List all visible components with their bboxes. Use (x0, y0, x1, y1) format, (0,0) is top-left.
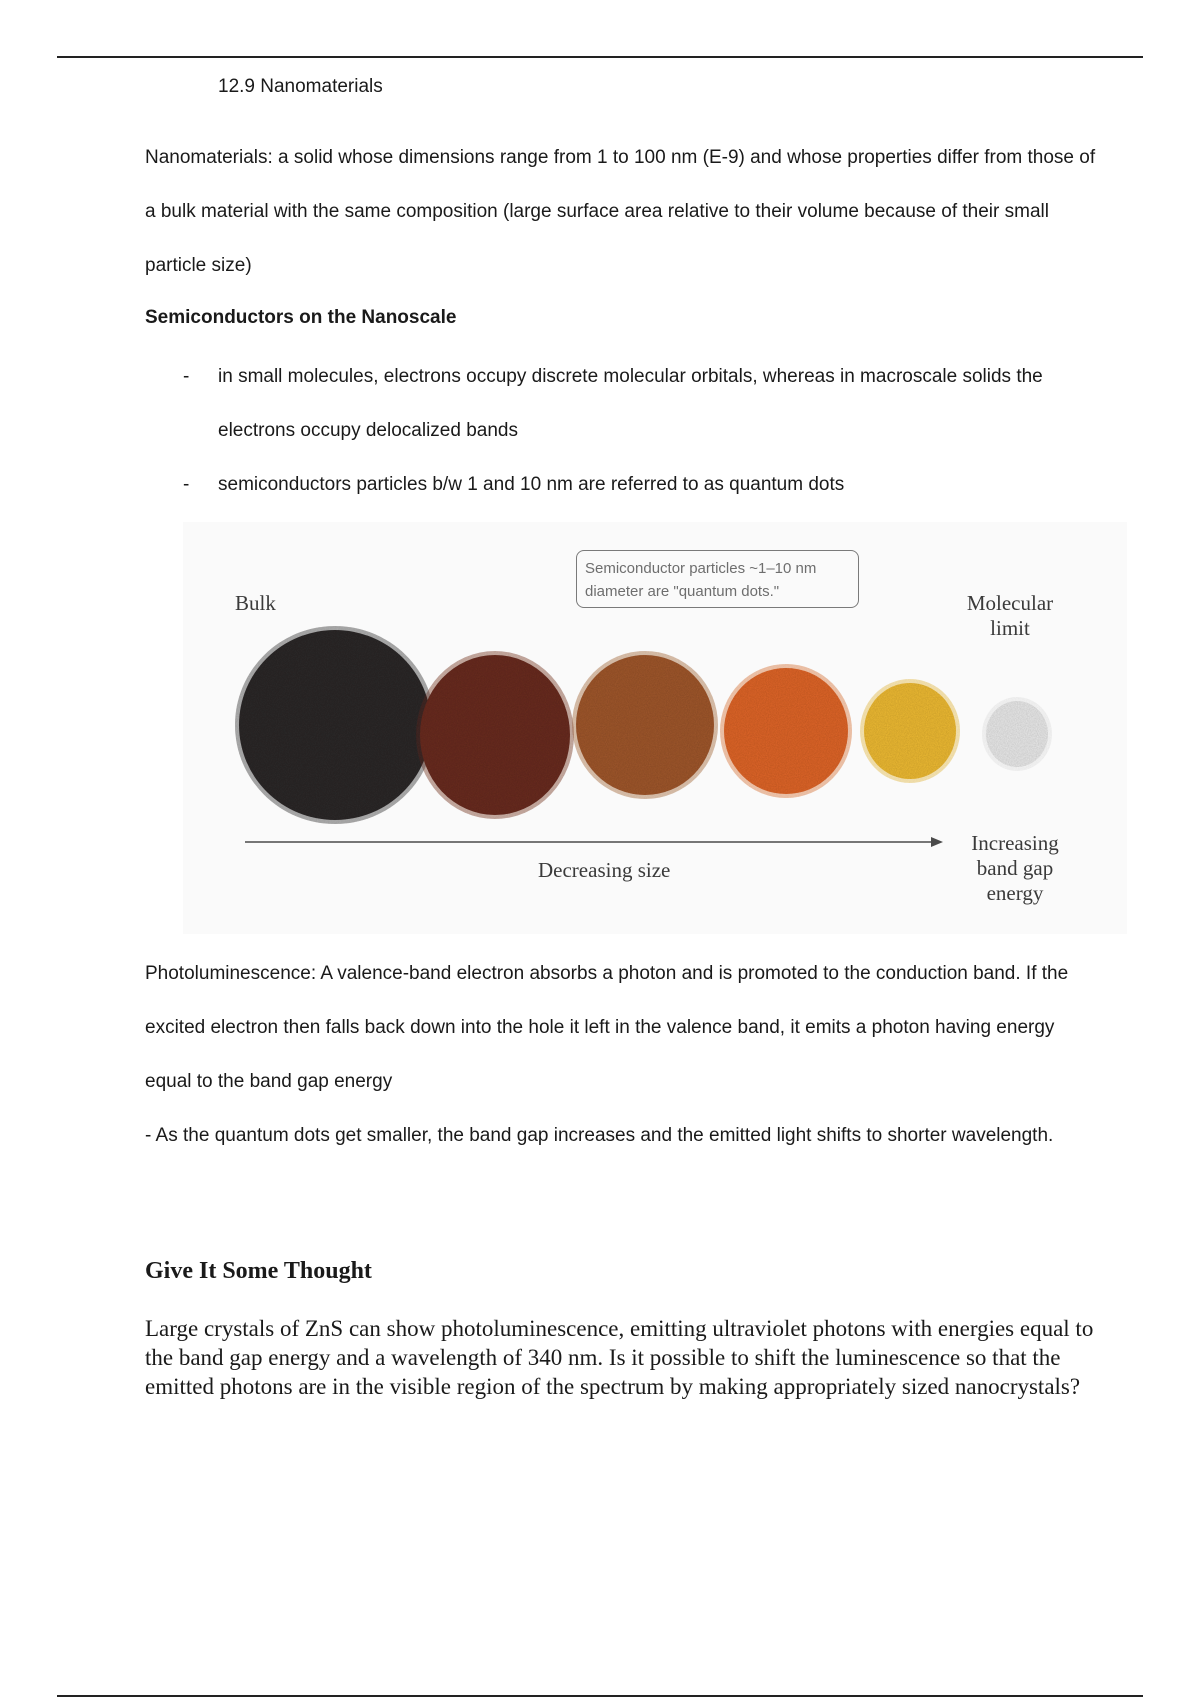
particle-pile (239, 630, 431, 820)
particle-pile (864, 683, 956, 779)
quantum-dot-callout: Semiconductor particles ~1–10 nm diameter are "quantum dots." (576, 550, 859, 608)
thought-body: Large crystals of ZnS can show photoluminescence, emitting ultraviolet photons with energies equal to the band gap energy and a wavelength of 340 nm. Is it possible to shift the luminescence so that the emitted photons are in the visible region of the spectrum by making appropriately sized nanocrystals? (145, 1316, 1094, 1399)
quantum-dot-note: - As the quantum dots get smaller, the band gap increases and the emitted light shifts to shorter wavelength. (145, 1125, 1054, 1146)
bottom-rule (57, 1695, 1143, 1697)
section-title: 12.9 Nanomaterials (218, 76, 383, 97)
thought-heading: Give It Some Thought (145, 1258, 372, 1284)
definition-paragraph (145, 131, 1100, 293)
axis-arrowhead (931, 837, 943, 847)
bullet-marker: - (183, 474, 190, 495)
photoluminescence-paragraph: Photoluminescence: A valence-band electron absorbs a photon and is promoted to the conduction band. If the excited electron then falls back down into the hole it left in the valence band, it emits a photon having energy equal to the band gap energy (145, 963, 1069, 1092)
molecular-limit-label: Molecular limit (966, 591, 1054, 640)
band-gap-label: Increasing band gap energy (971, 831, 1059, 905)
list-item-text: in small molecules, electrons occupy discrete molecular orbitals, whereas in macroscale solids the electrons occupy delocalized bands (218, 366, 1043, 441)
decreasing-size-label: Decreasing size (538, 858, 671, 882)
particle-pile (420, 655, 570, 815)
particle-pile (724, 668, 848, 794)
bulk-label: Bulk (235, 591, 276, 615)
bullet-marker: - (183, 366, 190, 387)
bullet-list (145, 350, 1100, 512)
definition-text: Nanomaterials: a solid whose dimensions range from 1 to 100 nm (E-9) and whose properties differ from those of a bulk material with the same composition (large surface area relative to their volume because of their small particle size) (145, 147, 1096, 276)
list-item (145, 350, 1100, 458)
section-heading: Semiconductors on the Nanoscale (145, 307, 457, 328)
list-item-text: semiconductors particles b/w 1 and 10 nm are referred to as quantum dots (218, 474, 845, 495)
particle-pile (986, 701, 1048, 767)
list-item (145, 458, 1100, 512)
top-rule (57, 56, 1143, 58)
photoluminescence-section (145, 947, 1100, 1163)
particle-pile (576, 655, 714, 795)
